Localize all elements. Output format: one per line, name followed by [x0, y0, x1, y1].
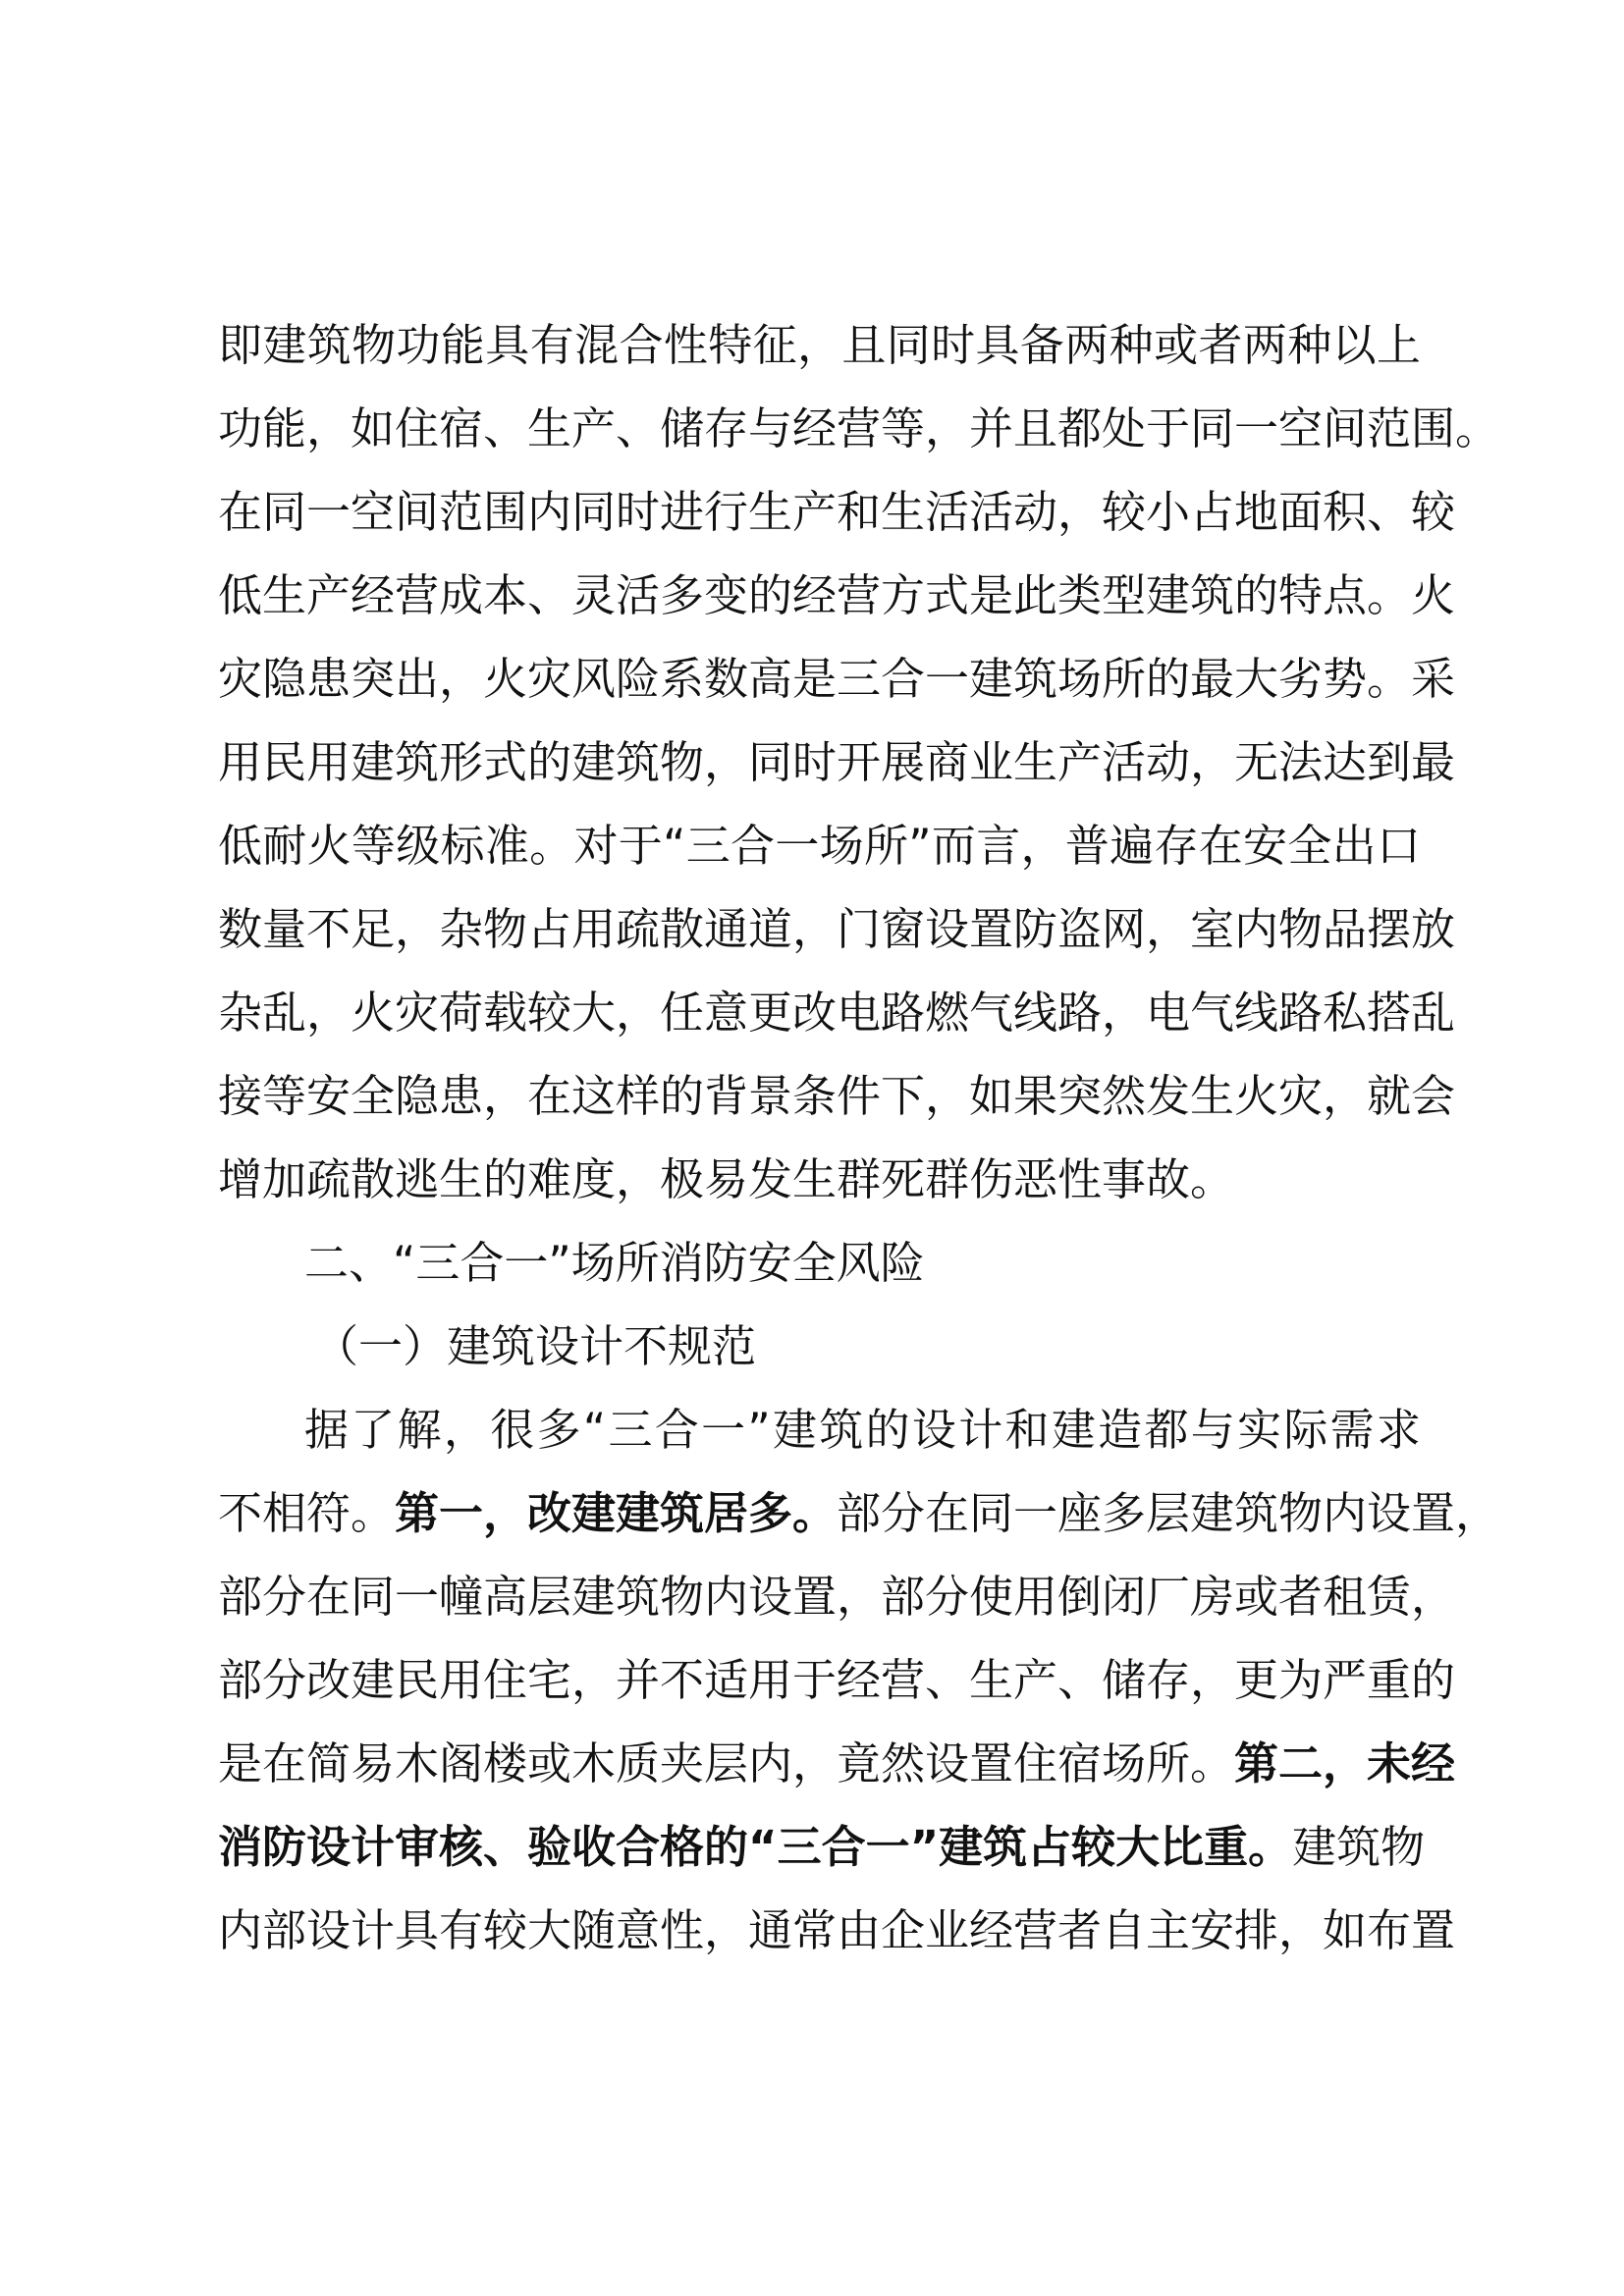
plain-text: 建筑物	[1292, 1821, 1426, 1873]
paragraph-line: 用民用建筑形式的建筑物，同时开展商业生产活动，无法达到最	[218, 736, 1456, 788]
bold-emphasis: 第一，改建建筑居多。	[395, 1487, 838, 1539]
subsection-heading: （一）建筑设计不规范	[314, 1320, 757, 1372]
paragraph-line: 数量不足，杂物占用疏散通道，门窗设置防盗网，室内物品摆放	[218, 903, 1456, 955]
paragraph-line	[218, 1722, 1456, 1806]
paragraph-line: 杂乱，火灾荷载较大，任意更改电路燃气线路，电气线路私搭乱	[218, 987, 1456, 1039]
bold-emphasis: 第二，未经	[1234, 1737, 1456, 1789]
plain-text: 是在简易木阁楼或木质夹层内，竟然设置住宿场所。	[218, 1737, 1235, 1789]
paragraph-line: 即建筑物功能具有混合性特征，且同时具备两种或者两种以上	[218, 319, 1421, 371]
paragraph-line	[218, 1471, 1500, 1556]
paragraph-line: 低耐火等级标准。对于“三合一场所”而言，普遍存在安全出口	[218, 820, 1421, 872]
paragraph-line: 内部设计具有较大随意性，通常由企业经营者自主安排，如布置	[218, 1904, 1456, 1956]
paragraph-line: 功能，如住宿、生产、储存与经营等，并且都处于同一空间范围。	[218, 402, 1500, 454]
paragraph-line	[218, 1805, 1426, 1890]
paragraph-line: 部分改建民用住宅，并不适用于经营、生产、储存，更为严重的	[218, 1654, 1456, 1706]
section-heading: 二、“三合一”场所消防安全风险	[304, 1237, 925, 1289]
paragraph-line: 据了解，很多“三合一”建筑的设计和建造都与实际需求	[304, 1404, 1421, 1456]
paragraph-line: 部分在同一幢高层建筑物内设置，部分使用倒闭厂房或者租赁，	[218, 1571, 1456, 1623]
paragraph-line: 低生产经营成本、灵活多变的经营方式是此类型建筑的特点。火	[218, 569, 1456, 621]
plain-text: 不相符。	[218, 1487, 396, 1539]
paragraph-line: 灾隐患突出，火灾风险系数高是三合一建筑场所的最大劣势。采	[218, 653, 1456, 705]
paragraph-line: 接等安全隐患，在这样的背景条件下，如果突然发生火灾，就会	[218, 1070, 1456, 1122]
paragraph-line: 增加疏散逃生的难度，极易发生群死群伤恶性事故。	[218, 1153, 1235, 1205]
paragraph-line: 在同一空间范围内同时进行生产和生活活动，较小占地面积、较	[218, 486, 1456, 538]
plain-text: 部分在同一座多层建筑物内设置，	[837, 1487, 1500, 1539]
bold-emphasis: 消防设计审核、验收合格的“三合一”建筑占较大比重。	[218, 1821, 1293, 1873]
